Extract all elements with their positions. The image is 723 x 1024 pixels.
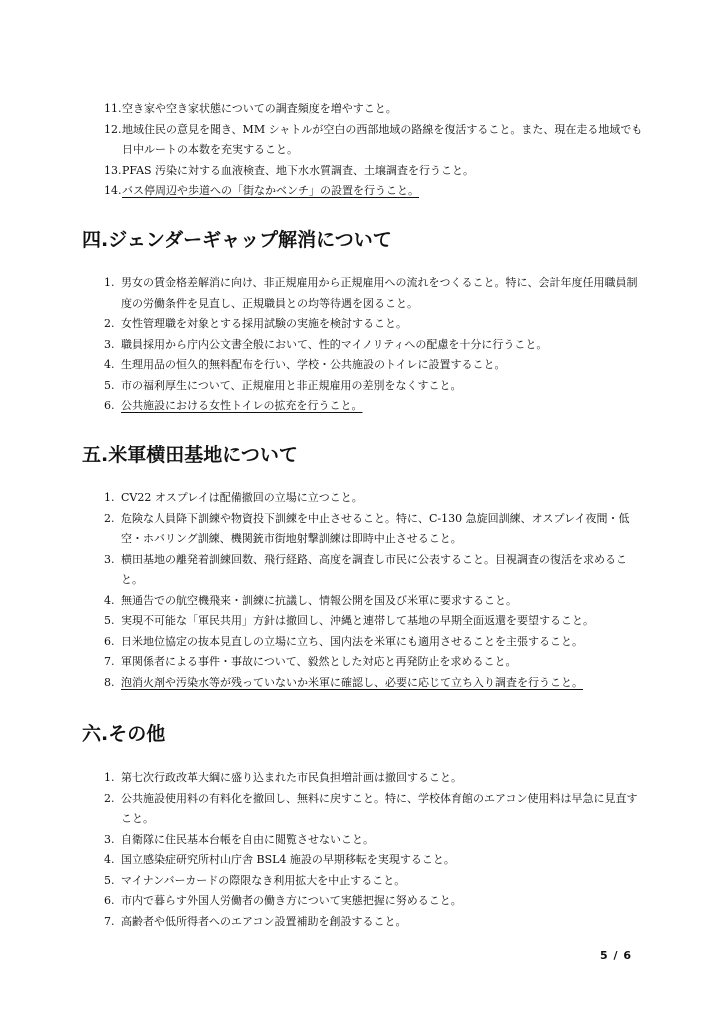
item-text: 国立感染症研究所村山庁舎 BSL4 施設の早期移転を実現すること。 xyxy=(121,853,455,866)
item-text: 市の福利厚生について、正規雇用と非正規雇用の差別をなくすこと。 xyxy=(121,378,462,392)
item-text: マイナンバーカードの際限なき利用拡大を中止すること。 xyxy=(121,873,406,887)
item-text: 泡消火剤や汚染水等が残っていないか米軍に確認し、必要に応じて立ち入り調査を行うこと。 xyxy=(121,675,583,689)
item-number: 4. xyxy=(104,853,115,866)
list-item xyxy=(104,591,644,612)
section-heading-gender-gap: 四.ジェンダーギャップ解消について xyxy=(82,229,392,251)
other-list xyxy=(104,768,644,932)
item-number: 2. xyxy=(104,317,115,330)
list-item xyxy=(104,912,644,933)
list-item xyxy=(104,632,644,653)
item-number: 4. xyxy=(104,358,115,371)
list-item xyxy=(104,396,644,417)
item-text: 公共施設における女性トイレの拡充を行うこと。 xyxy=(121,399,363,412)
list-item xyxy=(104,376,644,397)
section-heading-yokota-base: 五.米軍横田基地について xyxy=(82,444,298,466)
list-item xyxy=(104,871,644,892)
item-number: 6. xyxy=(104,399,115,412)
item-text: 横田基地の離発着訓練回数、飛行経路、高度を調査し市民に公表すること。目視調査の復活を求めること。 xyxy=(121,552,627,586)
item-number: 5. xyxy=(104,614,115,627)
list-item xyxy=(104,99,644,120)
item-text: PFAS 汚染に対する血液検査、地下水水質調査、土壌調査を行うこと。 xyxy=(122,163,475,177)
item-number: 2. xyxy=(104,791,115,805)
item-text: 日米地位協定の抜本見直しの立場に立ち、国内法を米軍にも適用させることを主張すること。 xyxy=(121,634,583,648)
list-item xyxy=(104,611,644,632)
item-number: 12. xyxy=(104,122,122,136)
item-text: 職員採用から庁内公文書全般において、性的マイノリティへの配慮を十分に行うこと。 xyxy=(121,337,548,351)
page-number: 5 / 6 xyxy=(600,949,632,962)
item-text: 女性管理職を対象とする採用試験の実施を検討すること。 xyxy=(121,317,407,330)
item-number: 6. xyxy=(104,634,115,648)
item-text: 高齢者や低所得者へのエアコン設置補助を創設すること。 xyxy=(121,914,407,928)
item-text: 地域住民の意見を聞き、MM シャトルが空白の西部地域の路線を復活すること。また、現在走る地域でも日中ルートの本数を充実すること。 xyxy=(122,122,643,156)
item-number: 3. xyxy=(104,832,115,846)
list-item xyxy=(104,550,644,591)
gender-gap-list xyxy=(104,273,644,417)
item-text: 男女の賃金格差解消に向け、非正規雇用から正規雇用への流れをつくること。特に、会計年度任用職員制度の労働条件を見直し、正規職員との均等待遇を図ること。 xyxy=(121,276,638,310)
list-item xyxy=(104,652,644,673)
item-text: 軍関係者による事件・事故について、毅然とした対応と再発防止を求めること。 xyxy=(121,655,517,668)
item-number: 14. xyxy=(104,184,122,197)
item-text: 第七次行政改革大綱に盛り込まれた市民負担増計画は撤回すること。 xyxy=(121,771,462,784)
item-text: 実現不可能な「軍民共用」方針は撤回し、沖縄と連帯して基地の早期全面返還を要望すること。 xyxy=(121,614,594,627)
section-heading-other: 六.その他 xyxy=(82,723,166,745)
list-item xyxy=(104,789,644,830)
item-number: 2. xyxy=(104,511,115,525)
item-text: 生理用品の恒久的無料配布を行い、学校・公共施設のトイレに設置すること。 xyxy=(121,358,506,371)
list-item xyxy=(104,509,644,550)
item-text: 空き家や空き家状態についての調査頻度を増やすこと。 xyxy=(122,102,397,115)
item-number: 7. xyxy=(104,914,115,928)
item-number: 4. xyxy=(104,593,115,607)
item-text: 公共施設使用料の有料化を撤回し、無料に戻すこと。特に、学校体育館のエアコン使用料は早急に見直すこと。 xyxy=(121,791,638,825)
yokota-base-list xyxy=(104,488,644,693)
list-item xyxy=(104,120,644,161)
list-item xyxy=(104,181,644,202)
top-list xyxy=(104,99,644,202)
list-item xyxy=(104,161,644,182)
item-number: 5. xyxy=(104,378,115,392)
list-item xyxy=(104,273,644,314)
item-text: 市内で暮らす外国人労働者の働き方について実態把握に努めること。 xyxy=(121,894,462,907)
item-text: 無通告での航空機飛来・訓練に抗議し、情報公開を国及び米軍に要求すること。 xyxy=(121,593,517,607)
list-item xyxy=(104,314,644,335)
item-number: 1. xyxy=(104,491,115,504)
item-text: 危険な人員降下訓練や物資投下訓練を中止させること。特に、C-130 急旋回訓練、オスプレイ夜間・低空・ホバリング訓練、機関銃市街地射撃訓練は即時中止させること。 xyxy=(121,511,630,545)
list-item xyxy=(104,335,644,356)
item-number: 7. xyxy=(104,655,115,668)
list-item xyxy=(104,891,644,912)
item-text: 自衛隊に住民基本台帳を自由に閲覧させないこと。 xyxy=(121,832,374,846)
list-item xyxy=(104,488,644,509)
item-number: 5. xyxy=(104,873,115,887)
item-number: 6. xyxy=(104,894,115,907)
list-item xyxy=(104,355,644,376)
item-number: 1. xyxy=(104,771,115,784)
item-number: 1. xyxy=(104,276,115,289)
item-text: CV22 オスプレイは配備撤回の立場に立つこと。 xyxy=(121,491,363,504)
list-item xyxy=(104,768,644,789)
item-number: 3. xyxy=(104,337,115,351)
item-number: 8. xyxy=(104,675,115,689)
item-text: バス停周辺や歩道への「街なかベンチ」の設置を行うこと。 xyxy=(122,184,419,197)
list-item xyxy=(104,830,644,851)
item-number: 11. xyxy=(104,102,122,115)
item-number: 3. xyxy=(104,552,115,566)
list-item xyxy=(104,673,644,694)
item-number: 13. xyxy=(104,163,122,177)
list-item xyxy=(104,850,644,871)
